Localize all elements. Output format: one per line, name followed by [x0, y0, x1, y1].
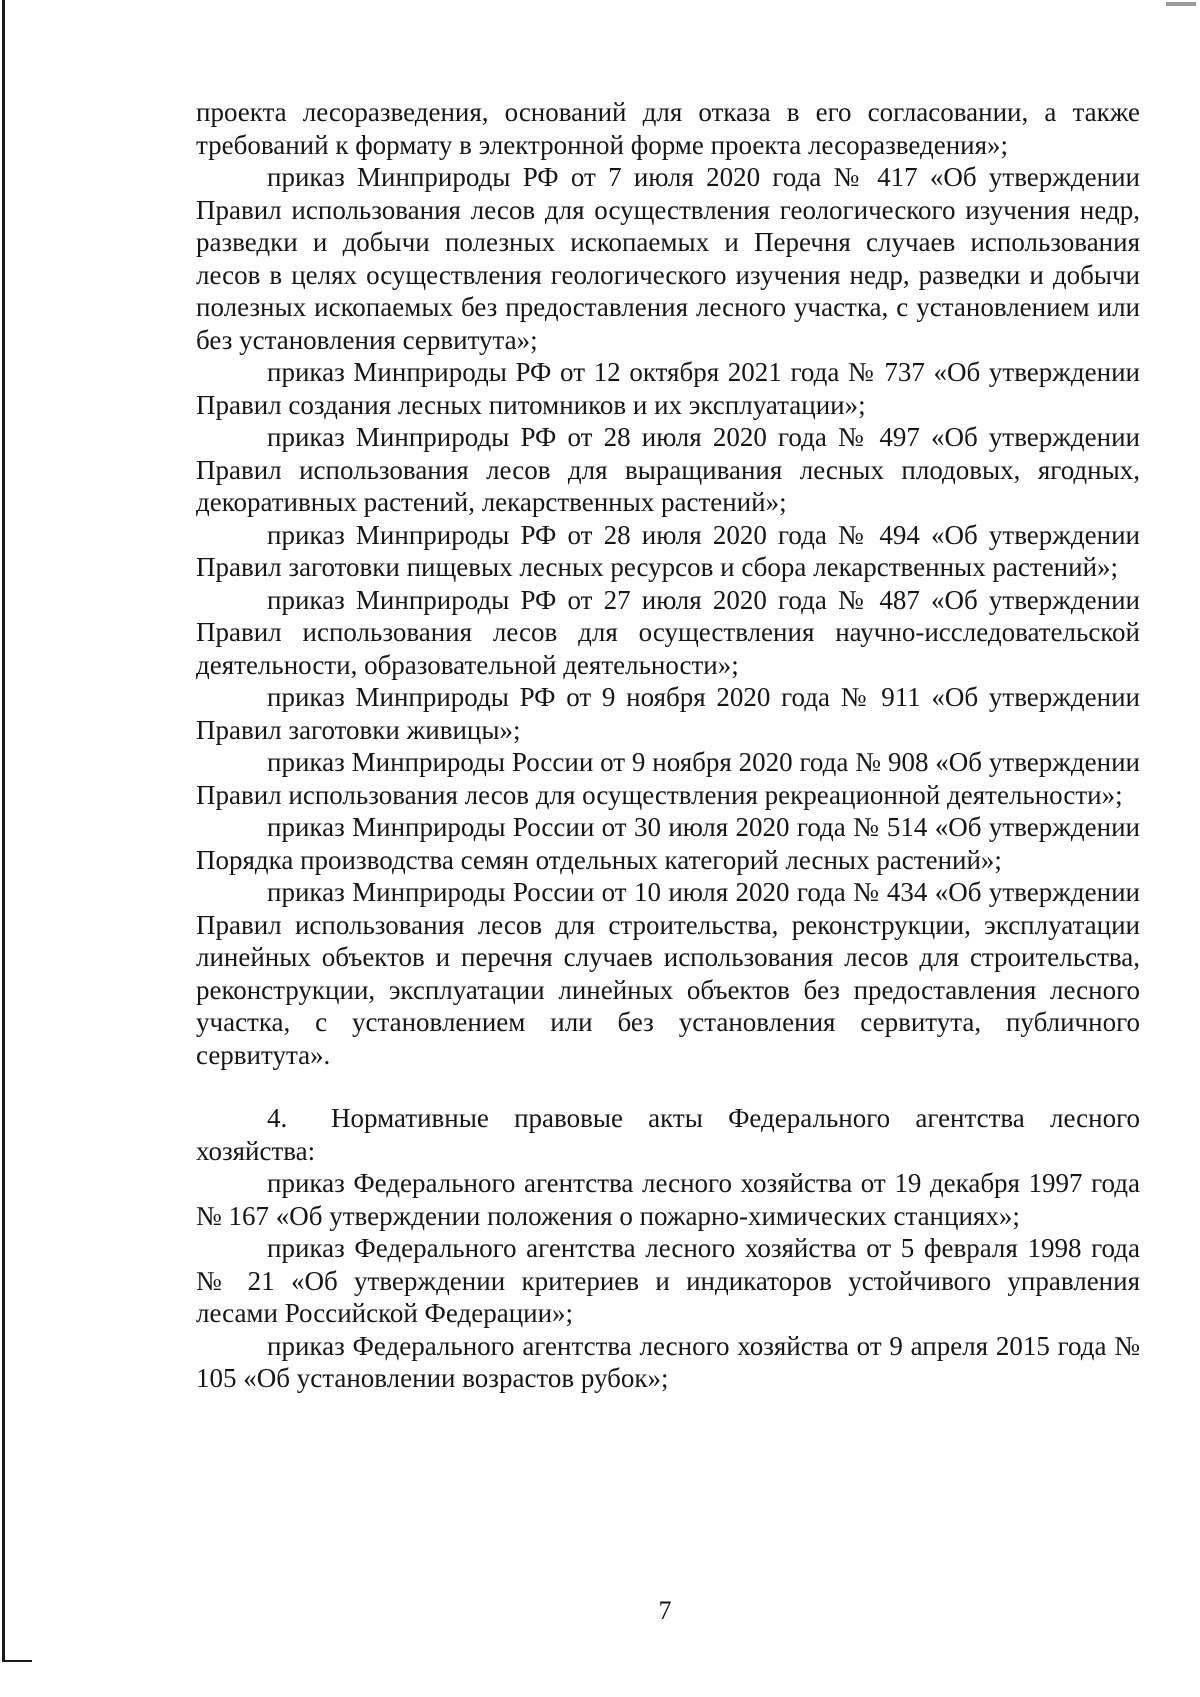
paragraph-order-417: приказ Минприроды РФ от 7 июля 2020 года № 417 «Об утверждении Правил использования лесов для осуществления геологического изучения недр, разведки и добычи полезных ископаемых и Перечня случаев использования лесов в целях осуществления геологического изучения недр, разведки и добычи полезных ископаемых без предоставления лесного участка, с установлением или без установления сервитута»;	[196, 162, 1140, 355]
section-number: 4.	[267, 1103, 288, 1133]
section-4-heading	[196, 1102, 1140, 1167]
paragraph-order-487: приказ Минприроды РФ от 27 июля 2020 года № 487 «Об утверждении Правил использования лесов для осуществления научно-исследовательской деятельности, образовательной деятельности»;	[196, 584, 1140, 680]
paragraph-order-105: приказ Федерального агентства лесного хозяйства от 9 апреля 2015 года № 105 «Об установлении возрастов рубок»;	[196, 1330, 1140, 1393]
paragraph-order-494: приказ Минприроды РФ от 28 июля 2020 года № 494 «Об утверждении Правил заготовки пищевых лесных ресурсов и сбора лекарственных растений»;	[196, 519, 1140, 582]
paragraph-order-21: приказ Федерального агентства лесного хозяйства от 5 февраля 1998 года № 21 «Об утверждении критериев и индикаторов устойчивого управления лесами Российской Федерации»;	[196, 1233, 1140, 1328]
page-number: 7	[658, 1596, 672, 1625]
paragraph-order-911: приказ Минприроды РФ от 9 ноября 2020 года № 911 «Об утверждении Правил заготовки живицы»;	[196, 682, 1140, 745]
paragraph-order-497: приказ Минприроды РФ от 28 июля 2020 года № 497 «Об утверждении Правил использования лесов для выращивания лесных плодовых, ягодных, декоративных растений, лекарственных растений»;	[196, 422, 1140, 517]
paragraph-order-737: приказ Минприроды РФ от 12 октября 2021 года № 737 «Об утверждении Правил создания лесных питомников и их эксплуатации»;	[196, 357, 1140, 420]
paragraph-order-167: приказ Федерального агентства лесного хозяйства от 19 декабря 1997 года № 167 «Об утверждении положения о пожарно-химических станциях»;	[196, 1168, 1140, 1231]
scan-mark-top	[1166, 2, 1196, 6]
paragraph-order-434: приказ Минприроды России от 10 июля 2020 года № 434 «Об утверждении Правил использования лесов для строительства, реконструкции, эксплуатации линейных объектов и перечня случаев использования лесов для строительства, реконструкции, эксплуатации линейных объектов без предоставления лесного участка, с установлением или без установления сервитута, публичного сервитута».	[196, 877, 1140, 1070]
document-body	[196, 96, 1140, 1395]
scan-edge-left	[2, 0, 5, 1660]
section-heading-text: Нормативные правовые акты Федерального агентства лесного хозяйства:	[196, 1103, 1140, 1166]
paragraph-order-908: приказ Минприроды России от 9 ноября 2020 года № 908 «Об утверждении Правил использования лесов для осуществления рекреационной деятельности»;	[196, 747, 1140, 810]
paragraph-order-514: приказ Минприроды России от 30 июля 2020 года № 514 «Об утверждении Порядка производства семян отдельных категорий лесных растений»;	[196, 812, 1140, 875]
scan-edge-bottom	[2, 1660, 32, 1662]
paragraph-continuation: проекта лесоразведения, оснований для отказа в его согласовании, а также требований к формату в электронной форме проекта лесоразведения»;	[196, 97, 1140, 160]
